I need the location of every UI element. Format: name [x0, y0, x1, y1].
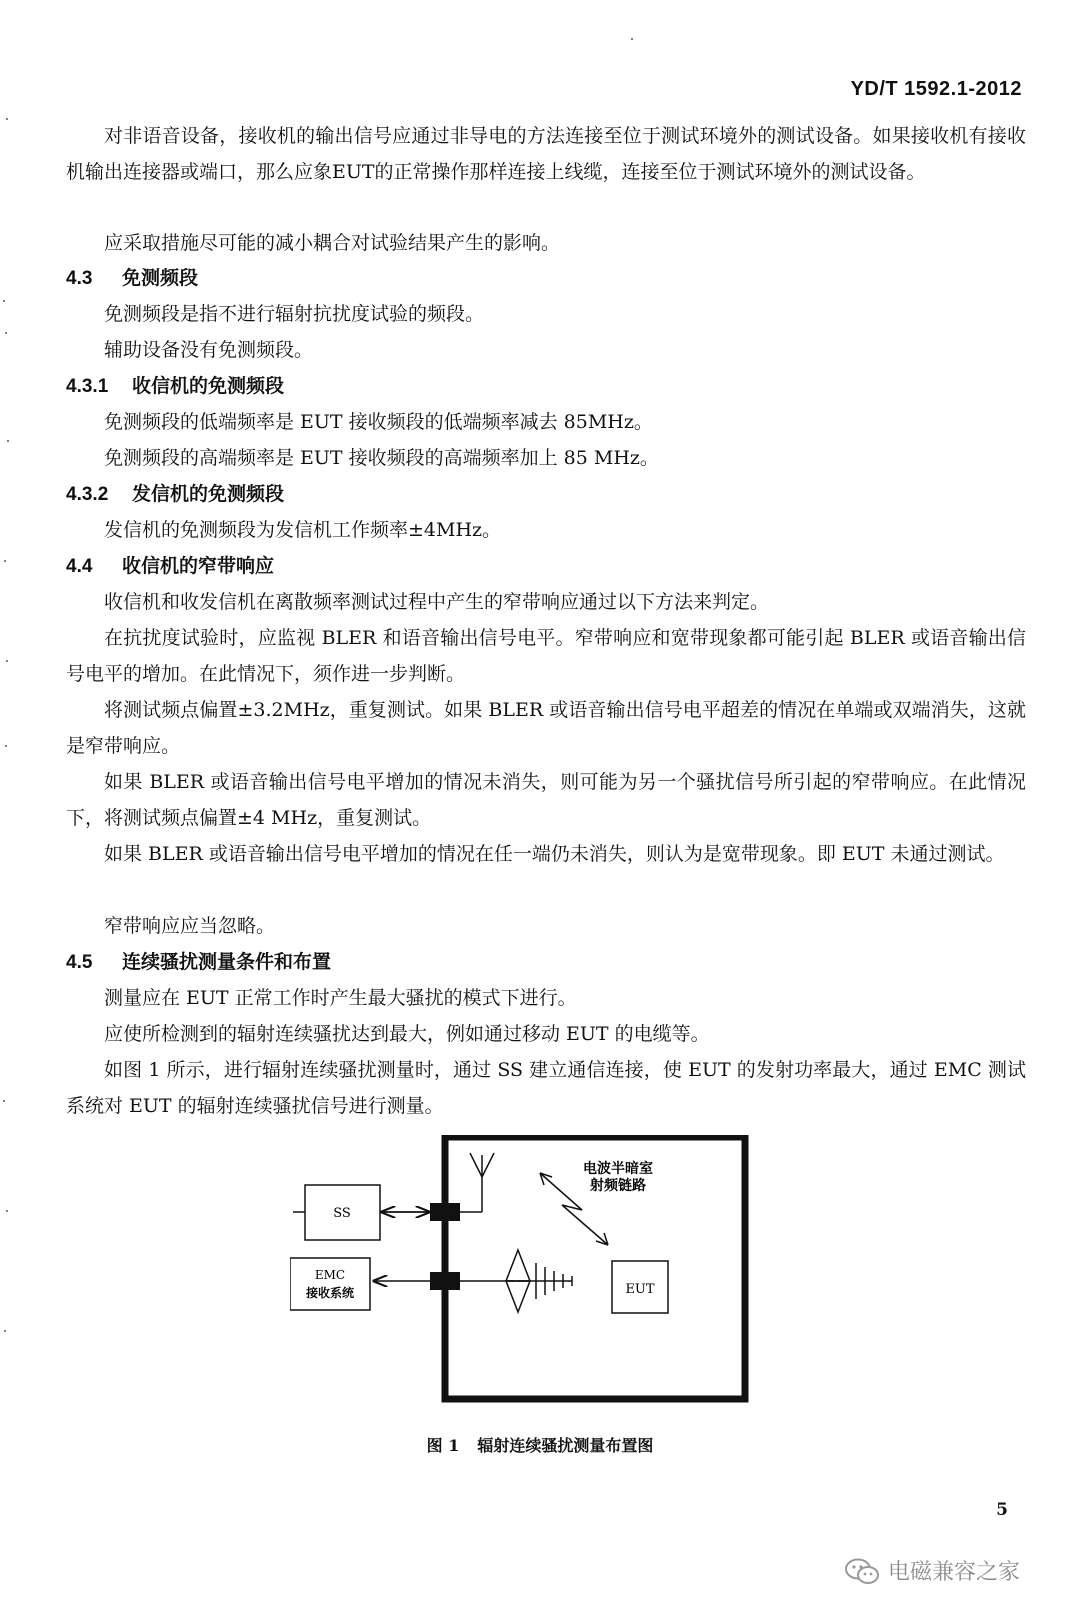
- emc-label-line2: 接收系统: [305, 1286, 355, 1300]
- scan-speck: [6, 660, 8, 662]
- rf-link-label: 射频链路: [590, 1178, 646, 1194]
- section-title: 发信机的免测频段: [132, 483, 285, 505]
- section-number: 4.5: [66, 952, 93, 973]
- scan-speck: [7, 440, 9, 442]
- eut-label: EUT: [625, 1282, 655, 1297]
- section-title: 连续骚扰测量条件和布置: [122, 951, 332, 973]
- figure-number: 图 1: [426, 1436, 460, 1455]
- paragraph: 在抗扰度试验时，应监视 BLER 和语音输出信号电平。窄带响应和宽带现象都可能引起 BLER 或语音输出信号电平的增加。在此情况下，须作进一步判断。: [66, 627, 1026, 685]
- figure-caption: [0, 1433, 1080, 1456]
- feedthrough-connector-top: [430, 1203, 460, 1221]
- wechat-icon: [844, 1557, 880, 1585]
- measurement-antenna-bottom: [506, 1281, 530, 1312]
- section-heading-4-3-2: [66, 476, 284, 513]
- paragraph: 测量应在 EUT 正常工作时产生最大骚扰的模式下进行。: [104, 987, 577, 1009]
- standard-code: YD/T 1592.1-2012: [850, 78, 1022, 100]
- paragraph: 发信机的免测频段为发信机工作频率±4MHz。: [104, 519, 502, 541]
- figure-title: 辐射连续骚扰测量布置图: [477, 1436, 654, 1455]
- section-number: 4.3.2: [66, 484, 109, 505]
- section-heading-4-3-1: [66, 368, 284, 405]
- watermark-text: 电磁兼容之家: [887, 1560, 1020, 1585]
- feedthrough-connector-bottom: [430, 1272, 460, 1290]
- scan-speck: [5, 332, 7, 334]
- page-number: 5: [996, 1500, 1008, 1520]
- paragraph: 免测频段的低端频率是 EUT 接收频段的低端频率减去 85MHz。: [104, 411, 653, 433]
- paragraph: 应采取措施尽可能的减小耦合对试验结果产生的影响。: [104, 232, 561, 254]
- paragraph: 将测试频点偏置±3.2MHz，重复测试。如果 BLER 或语音输出信号电平超差的情况在单端或双端消失，这就是窄带响应。: [66, 699, 1026, 757]
- paragraph: 应使所检测到的辐射连续骚扰达到最大，例如通过移动 EUT 的电缆等。: [104, 1023, 710, 1045]
- section-number: 4.3: [66, 268, 93, 289]
- ss-label: SS: [333, 1206, 351, 1221]
- scan-speck: [6, 118, 8, 120]
- section-title: 免测频段: [122, 267, 199, 289]
- scan-speck: [6, 1210, 8, 1212]
- paragraph: 窄带响应应当忽略。: [104, 915, 276, 937]
- paragraph: 如果 BLER 或语音输出信号电平增加的情况未消失，则可能为另一个骚扰信号所引起的窄带响应。在此情况下，将测试频点偏置±4 MHz，重复测试。: [66, 771, 1026, 829]
- chamber-label: 电波半暗室: [583, 1161, 653, 1177]
- section-heading-4-4: [66, 548, 274, 585]
- measurement-layout-diagram: [290, 1135, 770, 1415]
- paragraph: 收信机和收发信机在离散频率测试过程中产生的窄带响应通过以下方法来判定。: [104, 591, 770, 613]
- watermark: [844, 1555, 1020, 1586]
- paragraph: 免测频段的高端频率是 EUT 接收频段的高端频率加上 85 MHz。: [104, 447, 659, 469]
- paragraph: 如果 BLER 或语音输出信号电平增加的情况在任一端仍未消失，则认为是宽带现象。即 EUT 未通过测试。: [104, 843, 1005, 865]
- section-number: 4.4: [66, 556, 93, 577]
- emc-label-line1: EMC: [314, 1268, 346, 1282]
- scan-speck: [3, 1100, 5, 1102]
- scan-speck: [4, 1330, 6, 1332]
- section-heading-4-5: [66, 944, 331, 981]
- paragraph: 对非语音设备，接收机的输出信号应通过非导电的方法连接至位于测试环境外的测试设备。如果接收机有接收机输出连接器或端口，那么应象EUT的正常操作那样连接上线缆，连接至位于测试环境外的测试设备。: [66, 125, 1026, 183]
- paragraph: 如图 1 所示，进行辐射连续骚扰测量时，通过 SS 建立通信连接，使 EUT 的发射功率最大，通过 EMC 测试系统对 EUT 的辐射连续骚扰信号进行测量。: [66, 1059, 1026, 1117]
- section-number: 4.3.1: [66, 376, 109, 397]
- scan-speck: [631, 38, 633, 40]
- emc-receiver-box: [290, 1258, 370, 1310]
- measurement-antenna-top: [506, 1250, 530, 1281]
- section-title: 收信机的窄带响应: [122, 555, 275, 577]
- scan-speck: [4, 560, 6, 562]
- scan-speck: [5, 745, 7, 747]
- section-heading-4-3: [66, 260, 198, 297]
- paragraph: 辅助设备没有免测频段。: [104, 339, 314, 361]
- section-title: 收信机的免测频段: [132, 375, 285, 397]
- paragraph: 免测频段是指不进行辐射抗扰度试验的频段。: [104, 303, 485, 325]
- scan-speck: [3, 300, 5, 302]
